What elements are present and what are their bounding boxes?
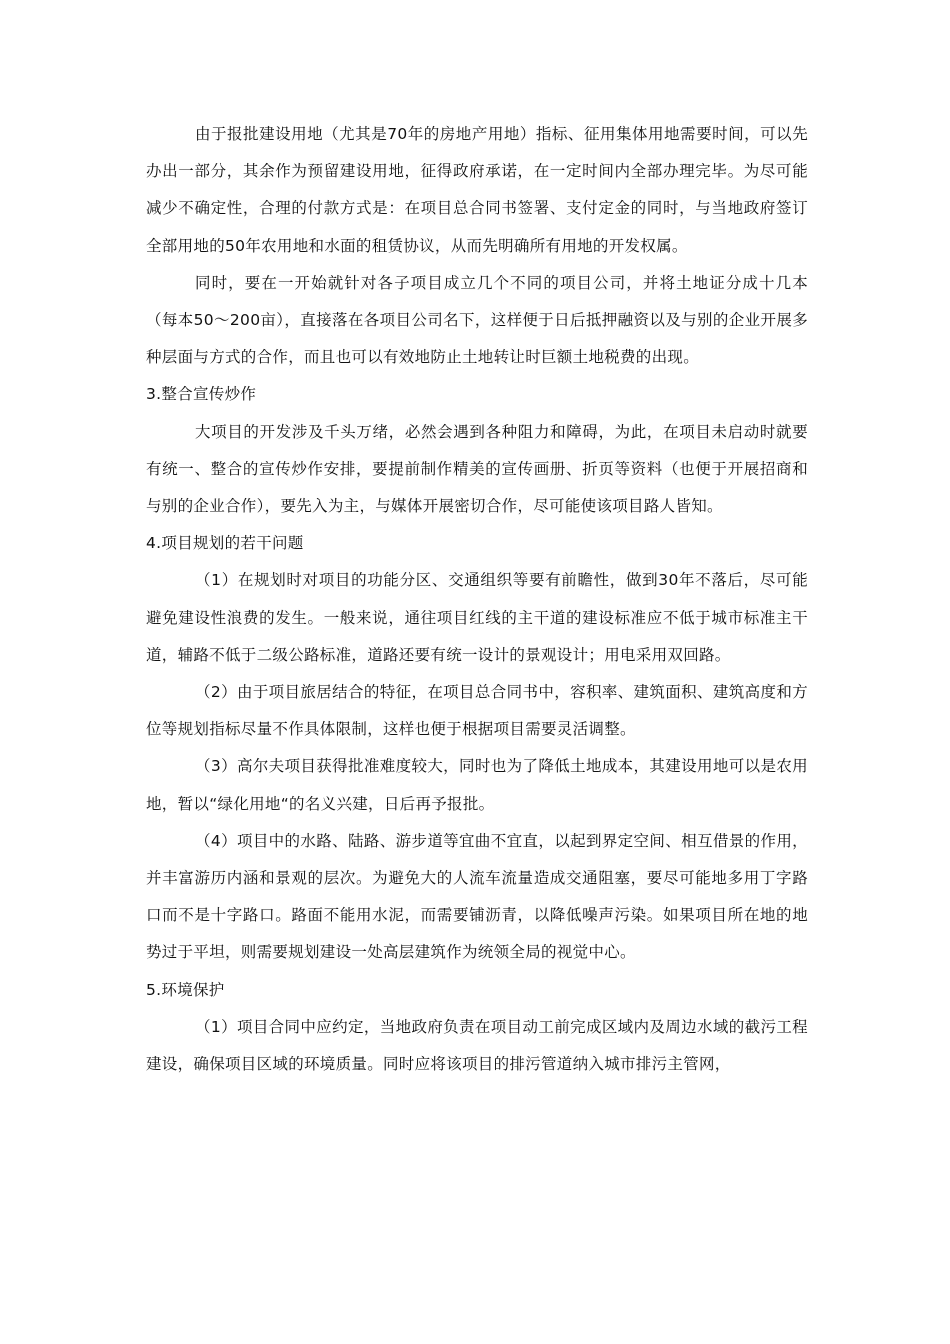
paragraph-project-companies: 同时，要在一开始就针对各子项目成立几个不同的项目公司，并将土地证分成十几本（每本50～200亩），直接落在各项目公司名下，这样便于日后抵押融资以及与别的企业开展多种层面与方式的合作，而且也可以有效地防止土地转让时巨额土地税费的出现。 (146, 273, 808, 367)
section-heading-environment: 5.环境保护 (146, 980, 225, 999)
section-heading-planning: 4.项目规划的若干问题 (146, 534, 304, 553)
paragraph-planning-1: （1）在规划时对项目的功能分区、交通组织等要有前瞻性，做到30年不落后，尽可能避免建设性浪费的发生。一般来说，通往项目红线的主干道的建设标准应不低于城市标准主干道，辅路不低于二级公路标准，道路还要有统一设计的景观设计；用电采用双回路。 (146, 571, 808, 664)
paragraph-publicity: 大项目的开发涉及千头万绪，必然会遇到各种阻力和障碍，为此，在项目未启动时就要有统一、整合的宣传炒作安排，要提前制作精美的宣传画册、折页等资料（也便于开展招商和与别的企业合作），要先入为主，与媒体开展密切合作，尽可能使该项目路人皆知。 (146, 422, 808, 516)
paragraph-planning-4: （4）项目中的水路、陆路、游步道等宜曲不宜直，以起到界定空间、相互借景的作用，并丰富游历内涵和景观的层次。为避免大的人流车流量造成交通阻塞，要尽可能地多用丁字路口而不是十字路口。路面不能用水泥，而需要铺沥青，以降低噪声污染。如果项目所在地的地势过于平坦，则需要规划建设一处高层建筑作为统领全局的视觉中心。 (146, 831, 808, 962)
paragraph-planning-3: （3）高尔夫项目获得批准难度较大，同时也为了降低土地成本，其建设用地可以是农用地，暂以“绿化用地“的名义兴建，日后再予报批。 (146, 757, 808, 813)
paragraph-environment-1: （1）项目合同中应约定，当地政府负责在项目动工前完成区域内及周边水域的截污工程建设，确保项目区域的环境质量。同时应将该项目的排污管道纳入城市排污主管网， (146, 1017, 808, 1074)
paragraph-land-approval: 由于报批建设用地（尤其是70年的房地产用地）指标、征用集体用地需要时间，可以先办出一部分，其余作为预留建设用地，征得政府承诺，在一定时间内全部办理完毕。为尽可能减少不确定性，合理的付款方式是：在项目总合同书签署、支付定金的同时，与当地政府签订全部用地的50年农用地和水面的租赁协议，从而先明确所有用地的开发权属。 (146, 125, 808, 255)
paragraph-planning-2: （2）由于项目旅居结合的特征，在项目总合同书中，容积率、建筑面积、建筑高度和方位等规划指标尽量不作具体限制，这样也便于根据项目需要灵活调整。 (146, 683, 808, 739)
section-heading-publicity: 3.整合宣传炒作 (146, 385, 257, 404)
document-body (146, 116, 808, 1083)
